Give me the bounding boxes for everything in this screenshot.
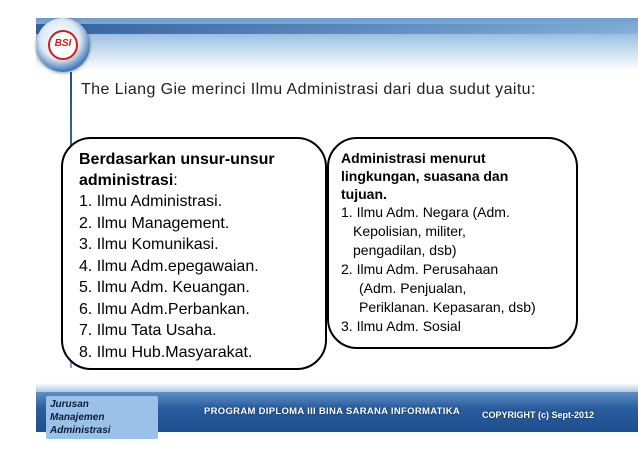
list-item: 1. Ilmu Administrasi. <box>79 193 223 210</box>
left-list <box>79 191 325 363</box>
right-box <box>327 137 578 349</box>
right-list <box>341 203 576 336</box>
slide-title: The Liang Gie merinci Ilmu Administrasi dari dua sudut yaitu: <box>81 81 536 98</box>
list-item-continuation: (Adm. Penjualan, <box>359 280 467 296</box>
list-item-continuation: Periklanan. Kepasaran, dsb) <box>359 299 536 315</box>
footer-bar <box>36 392 638 436</box>
footer-program: PROGRAM DIPLOMA III BINA SARANA INFORMATIKA <box>204 406 461 417</box>
right-heading-line: tujuan. <box>341 186 387 202</box>
list-item-continuation: pengadilan, dsb) <box>353 242 457 258</box>
left-heading-line2: administrasi <box>79 172 174 189</box>
list-item-continuation: Kepolisian, militer, <box>353 223 466 239</box>
list-item: 3. Ilmu Komunikasi. <box>79 236 219 253</box>
left-box <box>61 137 327 370</box>
footer-department <box>46 396 158 439</box>
logo-emblem <box>48 30 78 60</box>
list-item: 8. Ilmu Hub.Masyarakat. <box>79 343 253 361</box>
left-heading-colon: : <box>173 172 178 189</box>
bsi-logo <box>36 18 90 72</box>
right-heading-line: lingkungan, suasana dan <box>341 168 509 184</box>
header-stripe <box>36 24 638 34</box>
list-item: 5. Ilmu Adm. Keuangan. <box>79 279 250 296</box>
right-box-heading <box>341 149 576 203</box>
list-item: 1. Ilmu Adm. Negara (Adm. <box>341 204 510 220</box>
list-item: 3. Ilmu Adm. Sosial <box>341 318 461 334</box>
list-item: 4. Ilmu Adm.epegawaian. <box>79 257 259 275</box>
footer-dept-line1: Jurusan <box>50 399 89 410</box>
list-item: 2. Ilmu Adm. Perusahaan <box>341 261 499 277</box>
footer-dept-line2: Manajemen Administrasi <box>50 412 111 436</box>
left-box-heading <box>79 149 325 191</box>
list-item: 2. Ilmu Management. <box>79 214 230 232</box>
left-heading-line1: Berdasarkan unsur-unsur <box>79 151 275 168</box>
list-item: 6. Ilmu Adm.Perbankan. <box>79 300 250 318</box>
footer-copyright: COPYRIGHT (c) Sept-2012 <box>482 410 595 420</box>
list-item: 7. Ilmu Tata Usaha. <box>79 322 217 339</box>
logo-mark: BSI <box>54 38 72 49</box>
right-heading-line: Administrasi menurut <box>341 150 486 166</box>
